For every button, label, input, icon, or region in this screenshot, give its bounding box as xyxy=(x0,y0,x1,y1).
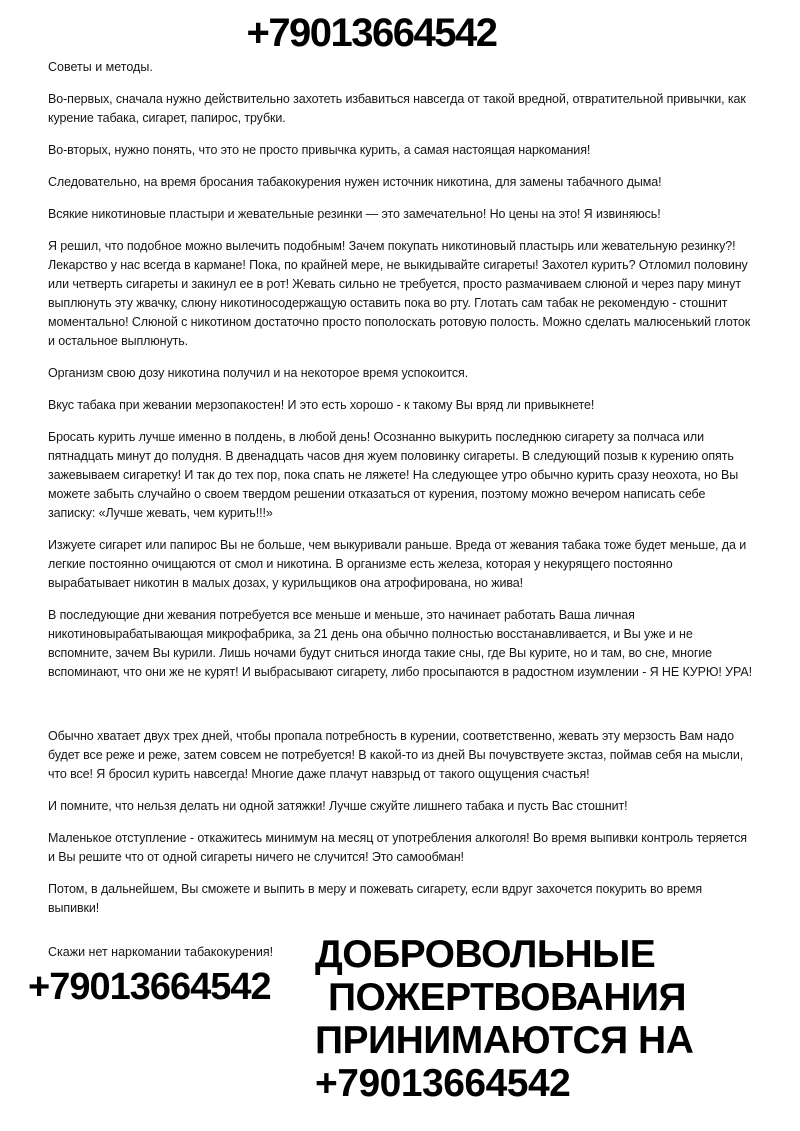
footer-left-column xyxy=(28,931,315,1008)
paragraph: И помните, что нельзя делать ни одной затяжки! Лучше сжуйте лишнего табака и пусть Вас стошнит! xyxy=(48,799,628,813)
paragraph: Изжуете сигарет или папирос Вы не больше, чем выкуривали раньше. Вреда от жевания табака тоже будет меньше, да и легкие постоянно очищаются от смол и никотина. В организме есть железа, которая у некурящего постоянно вырабатывает никотин в малых дозах, у курильщиков она атрофирована, но жива! xyxy=(48,538,747,590)
paragraph: Бросать курить лучше именно в полдень, в любой день! Осознанно выкурить последнюю сигарету за полчаса или пятнадцать минут до полудня. В двенадцать часов дня жуем половинку сигареты. В следующий позыв к курению опять зажевываем сигаретку! И так до тех пор, пока спать не ляжете! На следующее утро обычно курить сразу неохота, но Вы можете забыть случайно о своем твердом решении отказаться от курения, поэтому можно вечером написать себе записку: «Лучше жевать, чем курить!!!» xyxy=(48,430,739,520)
donation-banner-line: +79013664542 xyxy=(315,1062,571,1105)
donation-banner-line: ПРИНИМАЮТСЯ НА xyxy=(315,1019,694,1062)
paragraph: Всякие никотиновые пластыри и жевательные резинки — это замечательно! Но цены на это! Я извиняюсь! xyxy=(48,207,661,221)
paragraph: Потом, в дальнейшем, Вы сможете и выпить в меру и пожевать сигарету, если вдруг захочется покурить во время выпивки! xyxy=(48,882,703,915)
paragraph: Вкус табака при жевании мерзопакостен! И это есть хорошо - к такому Вы вряд ли привыкнете! xyxy=(48,398,595,412)
paragraph: Во-первых, сначала нужно действительно захотеть избавиться навсегда от такой вредной, отвратительной привычки, как курение табака, сигарет, папирос, трубки. xyxy=(48,92,746,125)
paragraph: Маленькое отступление - откажитесь минимум на месяц от употребления алкоголя! Во время выпивки контроль теряется и Вы решите что от одной сигареты ничего не случится! Это самообман! xyxy=(48,831,747,864)
paragraph: Следовательно, на время бросания табакокурения нужен источник никотина, для замены табачного дыма! xyxy=(48,175,662,189)
donation-banner-line: ДОБРОВОЛЬНЫЕ xyxy=(315,933,656,976)
donation-banner-line: ПОЖЕРТВОВАНИЯ xyxy=(328,976,687,1019)
document-title: Советы и методы. xyxy=(48,60,153,74)
paragraph: В последующие дни жевания потребуется все меньше и меньше, это начинает работать Ваша личная никотиновырабатывающая микрофабрика, за 21 день она обычно полностью восстанавливается, и Вы уже и не вспомните, зачем Вы курили. Лишь ночами будут сниться иногда такие сны, где Вы курите, но и там, во сне, многие вспоминают, что они же не курят! И выбрасывают сигарету, либо просыпаются в радостном изумлении - Я НЕ КУРЮ! УРА! xyxy=(48,608,752,679)
donation-banner xyxy=(315,931,755,1105)
paragraph: Я решил, что подобное можно вылечить подобным! Зачем покупать никотиновый пластырь или жевательную резинку?! Лекарство у нас всегда в кармане! Пока, по крайней мере, не выкидывайте сигареты! Захотел курить? Отломил половину или четверть сигареты и закинул ее в рот! Жевать сильно не требуется, просто размачиваем слюной и через пару минут выплюнуть эту жвачку, слюну никотиносодержащую оставить пока во рту. Глотать сам табак не рекомендую - стошнит моментально! Слюной с никотином достаточно просто пополоскать ротовую полость. Можно сделать малюсенький глоток и остальное выплюнуть. xyxy=(48,239,751,348)
paragraph: Обычно хватает двух трех дней, чтобы пропала потребность в курении, соответственно, жевать эту мерзость Вам надо будет все реже и реже, затем совсем не потребуется! В какой-то из дней Вы почувствуете экстаз, поймав себя на мысли, что все! Я бросил курить навсегда! Многие даже плачут навзрыд от такого ощущения счастья! xyxy=(48,729,744,781)
anti-smoking-slogan: Скажи нет наркомании табакокурения! xyxy=(48,945,274,959)
top-phone-number: +79013664542 xyxy=(246,11,497,55)
paragraph: Во-вторых, нужно понять, что это не просто привычка курить, а самая настоящая наркомания! xyxy=(48,143,591,157)
footer-phone-number: +79013664542 xyxy=(28,966,271,1008)
paragraph: Организм свою дозу никотина получил и на некоторое время успокоится. xyxy=(48,366,469,380)
footer xyxy=(28,931,755,1105)
document-body xyxy=(48,90,755,918)
paragraph xyxy=(48,695,755,714)
